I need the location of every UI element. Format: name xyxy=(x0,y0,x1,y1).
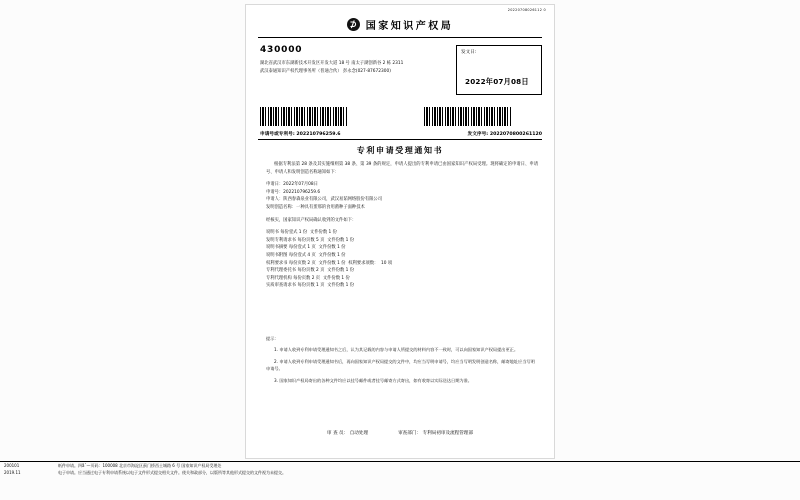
field-application-number: 申请号：202210796259.6 xyxy=(266,189,321,195)
list-item: 发明专利请求书 每份页数 5 页 文件份数 1 份 xyxy=(266,237,355,243)
field-filing-date: 申请日：2022年07月08日 xyxy=(266,182,318,188)
department-value: 专利局初审及流程管理部 xyxy=(422,431,474,436)
document-body xyxy=(266,161,538,290)
note-item: 1. 申请人收到专利申请受理通知书之后，认为其记载的内容与申请人所提交的材料内容不一致时，可以向国家知识产权局提出更正。 xyxy=(274,347,519,353)
field-applicant: 申请人：陕西春森泉业有限公司，武汉易茹网络股份有限公司 xyxy=(266,197,383,203)
address-line-1: 湖北省武汉市东湖新技术开发区开发大道 18 号 南太子湖创新谷 2 栋 2311 xyxy=(260,61,404,66)
list-item: 说明书 每份壹式 1 份 文件份数 1 份 xyxy=(266,230,337,236)
notification-sheet xyxy=(245,4,555,459)
numbers-row xyxy=(260,131,542,137)
barcode-right xyxy=(424,107,512,126)
numbers-divider xyxy=(258,139,542,140)
issue-date-label: 发文日: xyxy=(461,50,477,55)
address-line-2: 武汉泰通知识产权代理事务所（普通合伙） 彭永念(027-87672300) xyxy=(260,69,391,74)
top-barcode-number: 20220708026112 0 xyxy=(507,8,546,12)
national-emblem-icon: ⊅ xyxy=(347,18,360,31)
examiner-value: 自动处理 xyxy=(349,431,369,436)
note-item: 3. 国家知识产权局寄出的各种文件均应以挂号邮件或者挂号邮寄方式寄出，如有收寄以实际送达日期为准。 xyxy=(274,377,472,383)
application-number-label: 申请号或专利号: xyxy=(260,132,295,137)
list-item: 说明书摘要 每份壹式 1 页 文件份数 1 份 xyxy=(266,245,346,251)
list-item: 说明书附图 每份壹式 4 页 文件份数 1 份 xyxy=(266,252,346,258)
received-document-list xyxy=(266,229,538,290)
addressee-block xyxy=(260,45,450,76)
list-item: 实质审查请求书 每份页数 1 页 文件份数 1 份 xyxy=(266,283,355,289)
application-number-value: 202210796259.6 xyxy=(296,132,341,137)
department-label: 审查部门： xyxy=(398,431,422,436)
notes-block xyxy=(266,335,538,384)
footer-code: 200101 xyxy=(4,463,20,468)
document-title: 专利申请受理通知书 xyxy=(356,146,444,155)
list-item: 专利代理委托书 每份页数 2 页 文件份数 1 份 xyxy=(266,268,355,274)
header-divider xyxy=(258,37,542,38)
footer-line-1 xyxy=(4,463,796,470)
organization-title: 国家知识产权局 xyxy=(365,21,454,32)
issue-date-box xyxy=(456,45,542,95)
barcode-left xyxy=(260,107,348,126)
paragraph-2: 经核实，国家知识产权局确认收到的文件如下： xyxy=(266,217,357,223)
footer-version: 2019.11 xyxy=(4,469,21,475)
paragraph-1: 根据专利法第 28 条及其实施细则第 38 条、第 39 条的规定，申请人提出的专利申请已由国家知识产权局受理。现将确定的申请日、申请号、申请人和发明创造名称通知如下： xyxy=(266,162,538,175)
signature-row xyxy=(246,430,554,436)
footer-block xyxy=(0,463,800,476)
examiner-group xyxy=(327,430,368,436)
footer-divider xyxy=(0,461,800,462)
application-number-group xyxy=(260,131,341,137)
examiner-label: 审 查 员： xyxy=(326,431,349,436)
issue-date-value: 2022年07月08日 xyxy=(465,77,529,86)
serial-number-group xyxy=(468,131,542,137)
department-group xyxy=(398,430,473,436)
list-item: 专利代理机构 每份页数 2 页 文件份数 1 份 xyxy=(266,275,350,281)
footer-text-1: 纸件申请。四åˆ—页码：100008 北京市海淀区蓟门桥西土城路 6 号 国家知识产权局受理处 xyxy=(58,463,222,468)
list-item: 权利要求书 每份页数 2 页 文件份数 1 份 权利要求项数： 10 项 xyxy=(266,260,393,266)
header-title-row xyxy=(246,17,554,32)
footer-text-2: 电子申请。应当通过电子专利申请系统以电子文件形式提交相关文件。使关和政部分，以版所等其他形式提交的文件视为未提交。 xyxy=(58,469,286,475)
footer-line-2 xyxy=(4,470,796,477)
field-list xyxy=(266,181,538,211)
serial-number-label: 发文序号: xyxy=(467,132,489,137)
notes-title: 提示： xyxy=(266,336,279,341)
serial-number-value: 2022070800261120 xyxy=(489,132,542,137)
postal-code: 430000 xyxy=(260,45,303,55)
field-invention-title: 发明创造名称：一种具有蛋那的食用菌种子面种技术 xyxy=(266,204,365,210)
note-item: 2. 申请人收到专利申请受理通知书后，再向国家知识产权局提交的文件中，均应当写明申请号，均应当写明发明创造名称，邮寄地址应当写明申请号。 xyxy=(266,358,535,372)
